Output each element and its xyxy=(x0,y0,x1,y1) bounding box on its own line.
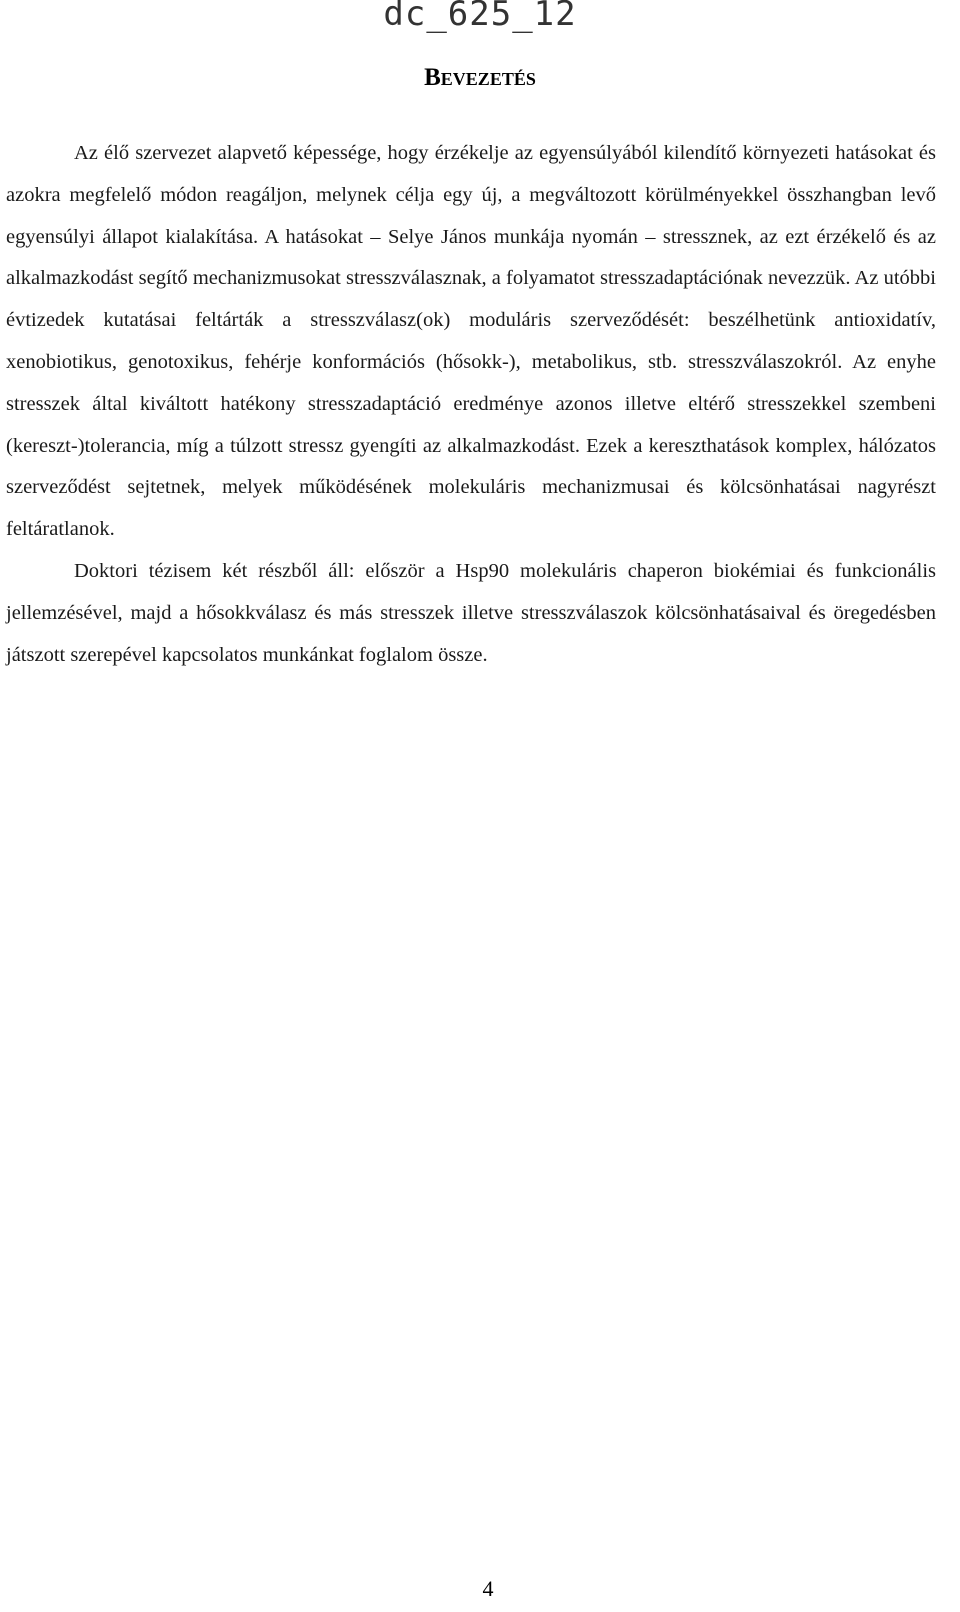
body-text xyxy=(6,133,936,676)
paragraph-thesis-overview: Doktori tézisem két részből áll: először a Hsp90 molekuláris chaperon biokémiai és funkcionális jellemzésével, majd a hősokkválasz és más stresszek illetve stresszválaszok kölcsönhatásaival és öregedésben játszott szerepével kapcsolatos munkánkat foglalom össze. xyxy=(6,559,936,666)
page-number: 4 xyxy=(482,1576,494,1601)
document-id: dc_625_12 xyxy=(383,0,577,34)
paragraph-intro: Az élő szervezet alapvető képessége, hogy érzékelje az egyensúlyából kilendítő környezeti hatásokat és azokra megfelelő módon reagáljon, melynek célja egy új, a megváltozott körülményekkel összhangban levő egyensúlyi állapot kialakítása. A hatásokat – Selye János munkája nyomán – stressznek, az ezt érzékelő és az alkalmazkodást segítő mechanizmusokat stresszválasznak, a folyamatot stresszadaptációnak nevezzük. Az utóbbi évtizedek kutatásai feltárták a stresszválasz(ok) moduláris szerveződését: beszélhetünk antioxidatív, xenobiotikus, genotoxikus, fehérje konformációs (hősokk-), metabolikus, stb. stresszválaszokról. Az enyhe stresszek által kiváltott hatékony stresszadaptáció eredménye azonos illetve eltérő stresszekkel szembeni (kereszt-)tolerancia, míg a túlzott stressz gyengíti az alkalmazkodást. Ezek a kereszthatások komplex, hálózatos szerveződést sejtetnek, melyek működésének molekuláris mechanizmusai és kölcsönhatásai nagyrészt feltáratlanok. xyxy=(6,142,936,541)
section-title: Bevezetés xyxy=(424,64,536,91)
